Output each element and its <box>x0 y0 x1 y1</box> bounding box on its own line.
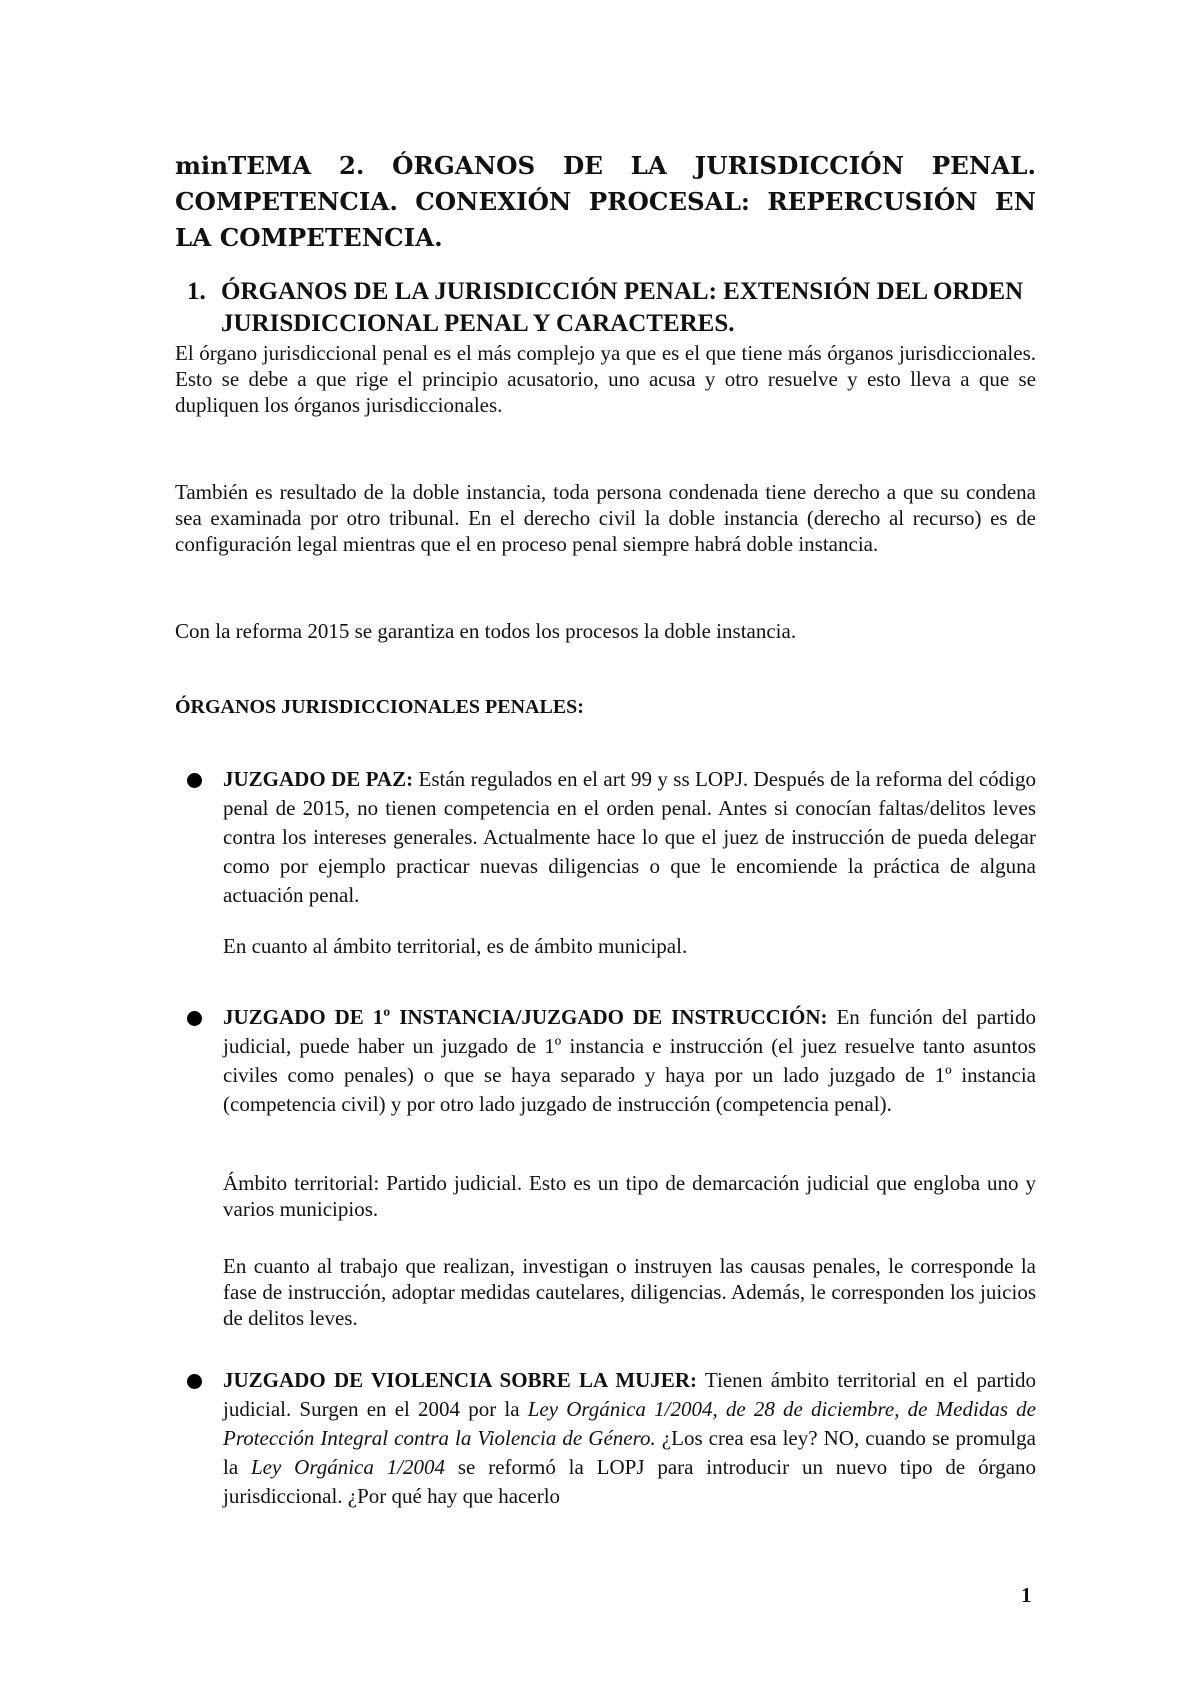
section-number: 1. <box>187 278 206 305</box>
list-item-label: JUZGADO DE 1º INSTANCIA/JUZGADO DE INSTRUCCIÓN: <box>223 1005 828 1029</box>
subheading: ÓRGANOS JURISDICCIONALES PENALES: <box>175 696 584 718</box>
paragraph: Con la reforma 2015 se garantiza en todos los procesos la doble instancia. <box>175 619 797 643</box>
list-item <box>175 1003 1036 1330</box>
list-item-text: JUZGADO DE PAZ: Están regulados en el art 99 y ss LOPJ. Después de la reforma del código penal de 2015, no tienen competencia en el orden penal. Antes si conocían faltas/delitos leves contra los intereses generales. Actualmente hace lo que el juez de instrucción de pueda delegar como por ejemplo practicar nuevas diligencias o que le encomiende la práctica de alguna actuación penal. <box>223 767 1036 907</box>
list-item-note: En cuanto al trabajo que realizan, investigan o instruyen las causas penales, le corresponde la fase de instrucción, adoptar medidas cautelares, diligencias. Además, le corresponden los juicios de delitos leves. <box>223 1254 1036 1330</box>
list-item-text: JUZGADO DE VIOLENCIA SOBRE LA MUJER: Tienen ámbito territorial en el partido judicial. Surgen en el 2004 por la Ley Orgánica 1/2004, de 28 de diciembre, de Medidas de Protección Integral contra la Violencia de Género. ¿Los crea esa ley? NO, cuando se promulga la Ley Orgánica 1/2004 se reformó la LOPJ para introducir un nuevo tipo de órgano jurisdiccional. ¿Por qué hay que hacerlo <box>223 1368 1037 1508</box>
list-item-note: Ámbito territorial: Partido judicial. Esto es un tipo de demarcación judicial que engloba uno y varios municipios. <box>223 1171 1036 1221</box>
paragraph: El órgano jurisdiccional penal es el más complejo ya que es el que tiene más órganos jurisdiccionales. Esto se debe a que rige el principio acusatorio, uno acusa y otro resuelve y esto lleva a que se dupliquen los órganos jurisdiccionales. <box>175 341 1036 417</box>
list-item-text: JUZGADO DE 1º INSTANCIA/JUZGADO DE INSTRUCCIÓN: En función del partido judicial, puede haber un juzgado de 1º instancia e instrucción (el juez resuelve tanto asuntos civiles como penales) o que se haya separado y haya por un lado juzgado de 1º instancia (competencia civil) y por otro lado juzgado de instrucción (competencia penal). <box>223 1005 1036 1116</box>
list-item-label: JUZGADO DE VIOLENCIA SOBRE LA MUJER: <box>223 1368 697 1392</box>
section-heading-text: ÓRGANOS DE LA JURISDICCIÓN PENAL: EXTENSIÓN DEL ORDEN JURISDICCIONAL PENAL Y CARACTERES. <box>221 278 1024 337</box>
list-item-note: En cuanto al ámbito territorial, es de ámbito municipal. <box>223 934 688 958</box>
bullet-icon <box>187 1011 202 1026</box>
document-title: minTEMA 2. ÓRGANOS DE LA JURISDICCIÓN PENAL. COMPETENCIA. CONEXIÓN PROCESAL: REPERCUSIÓN EN LA COMPETENCIA. <box>175 151 1036 252</box>
list-item <box>175 1366 1036 1511</box>
bullet-icon <box>187 773 202 788</box>
list-item-label: JUZGADO DE PAZ: <box>223 767 414 791</box>
page-number: 1 <box>1021 1583 1032 1607</box>
bullet-icon <box>187 1374 202 1389</box>
section-heading <box>175 276 1036 340</box>
paragraph: También es resultado de la doble instancia, toda persona condenada tiene derecho a que su condena sea examinada por otro tribunal. En el derecho civil la doble instancia (derecho al recurso) es de configuración legal mientras que el en proceso penal siempre habrá doble instancia. <box>175 480 1036 556</box>
list-item <box>175 765 1036 958</box>
